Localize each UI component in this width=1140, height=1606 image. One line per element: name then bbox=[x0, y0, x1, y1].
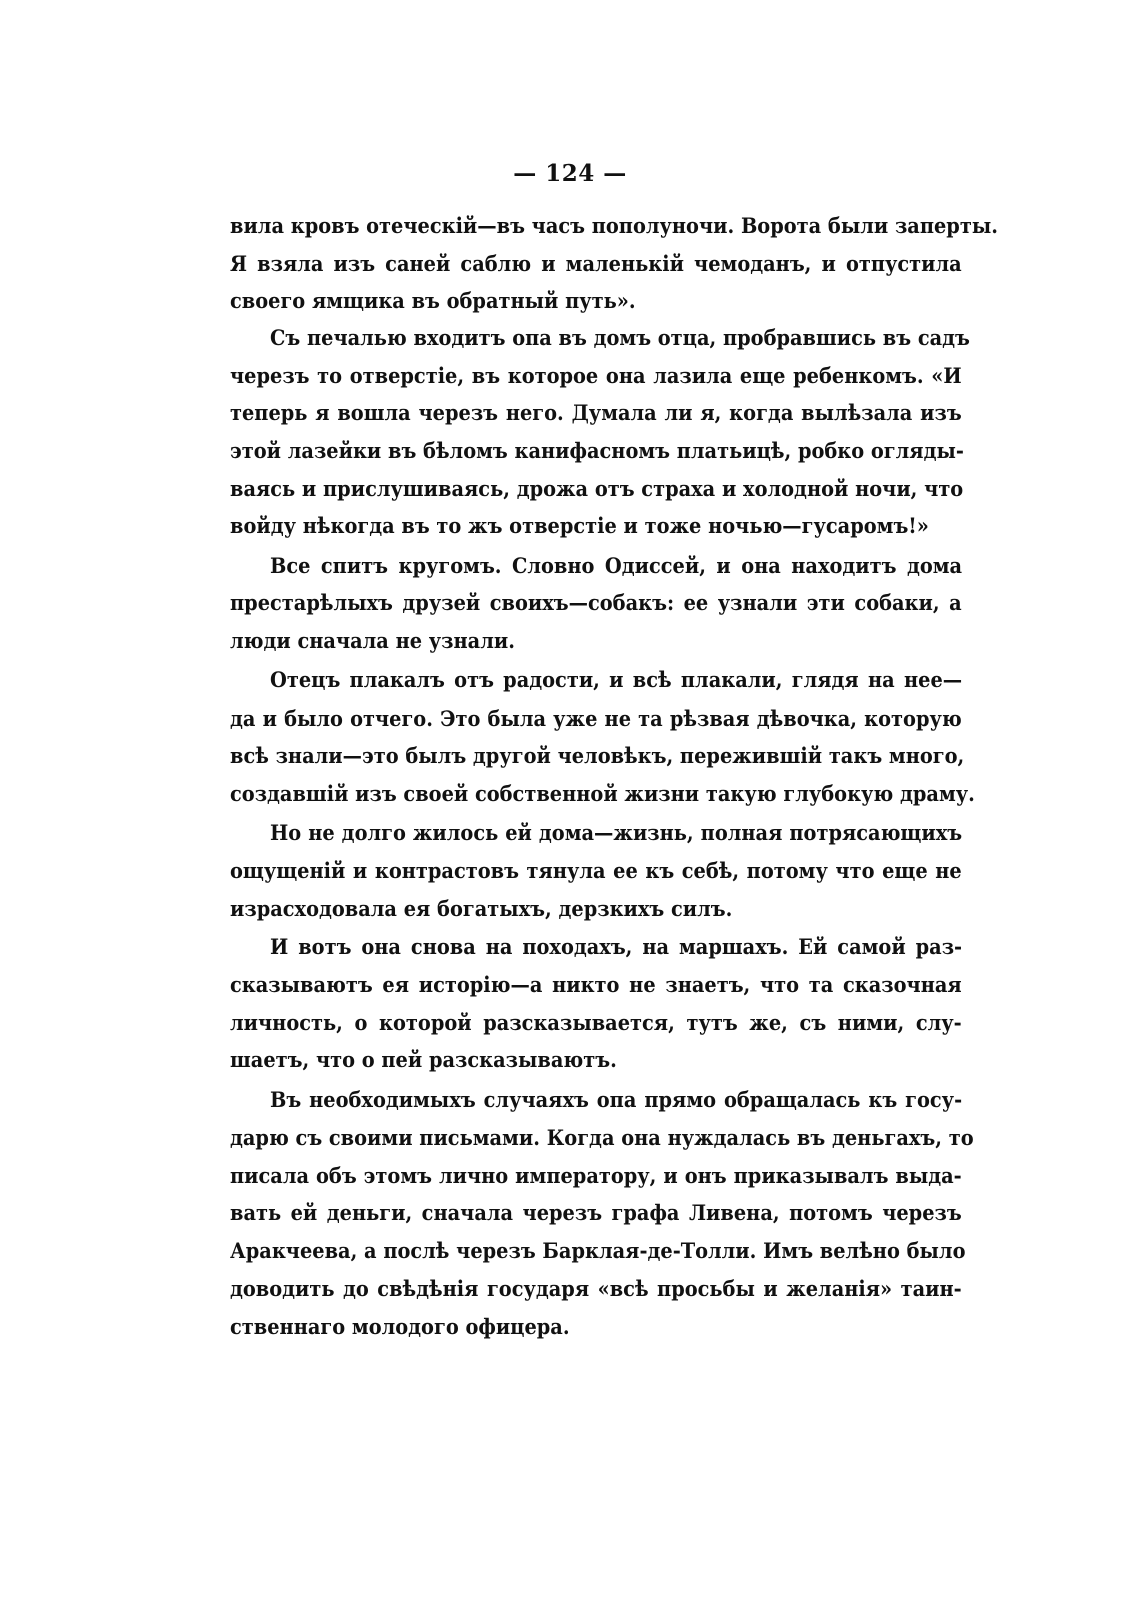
text-line: И вотъ она снова на походахъ, на маршахъ. Ей самой раз- bbox=[270, 935, 963, 960]
text-line: своего ямщика въ обратный путь». bbox=[230, 289, 636, 314]
text-line: создавшій изъ своей собственной жизни такую глубокую драму. bbox=[230, 782, 975, 807]
text-line: Я взяла изъ саней саблю и маленькій чемоданъ, и отпустила bbox=[230, 252, 962, 277]
text-line: ощущеній и контрастовъ тянула ее къ себѣ, потому что еще не bbox=[230, 859, 962, 884]
text-line: личность, о которой разсказывается, тутъ же, съ ними, слу- bbox=[230, 1011, 962, 1036]
text-line: Въ необходимыхъ случаяхъ опа прямо обращалась къ госу- bbox=[270, 1088, 963, 1113]
text-line: черезъ то отверстіе, въ которое она лазила еще ребенкомъ. «И bbox=[230, 364, 962, 389]
text-line: Отецъ плакалъ отъ радости, и всѣ плакали, глядя на нее— bbox=[270, 668, 963, 693]
text-line: да и было отчего. Это была уже не та рѣзвая дѣвочка, которую bbox=[230, 707, 962, 732]
text-line: ственнаго молодого офицера. bbox=[230, 1315, 570, 1340]
text-line: дарю съ своими письмами. Когда она нуждалась въ деньгахъ, то bbox=[230, 1126, 974, 1151]
text-line: шаетъ, что о пей разсказываютъ. bbox=[230, 1048, 617, 1073]
text-line: писала объ этомъ лично императору, и онъ приказывалъ выда- bbox=[230, 1164, 962, 1189]
text-line: этой лазейки въ бѣломъ канифасномъ платьицѣ, робко огляды- bbox=[230, 439, 964, 464]
text-line: доводить до свѣдѣнія государя «всѣ просьбы и желанія» таин- bbox=[230, 1277, 962, 1302]
text-line: израсходовала ея богатыхъ, дерзкихъ силъ. bbox=[230, 897, 733, 922]
text-line: люди сначала не узнали. bbox=[230, 629, 515, 654]
text-line: вила кровъ отеческій—въ часъ пополуночи. Ворота были заперты. bbox=[230, 214, 998, 239]
text-line: всѣ знали—это былъ другой человѣкъ, пережившій такъ много, bbox=[230, 744, 965, 769]
page-number: — 124 — bbox=[513, 160, 627, 187]
text-line: теперь я вошла черезъ него. Думала ли я, когда вылѣзала изъ bbox=[230, 401, 962, 426]
text-line: войду нѣкогда въ то жъ отверстіе и тоже ночью—гусаромъ!» bbox=[230, 514, 929, 539]
text-line: Но не долго жилось ей дома—жизнь, полная потрясающихъ bbox=[270, 821, 963, 846]
text-line: Все спитъ кругомъ. Словно Одиссей, и она находитъ дома bbox=[270, 554, 963, 579]
text-line: сказываютъ ея исторію—а никто не знаетъ, что та сказочная bbox=[230, 973, 962, 998]
text-line: ваясь и прислушиваясь, дрожа отъ страха и холодной ночи, что bbox=[230, 477, 964, 502]
text-line: вать ей деньги, сначала черезъ графа Ливена, потомъ черезъ bbox=[230, 1201, 962, 1226]
text-line: Съ печалью входитъ опа въ домъ отца, пробравшись въ садъ bbox=[270, 326, 970, 351]
text-line: престарѣлыхъ друзей своихъ—собакъ: ее узнали эти собаки, а bbox=[230, 591, 962, 616]
text-line: Аракчеева, а послѣ черезъ Барклая-де-Толли. Имъ велѣно было bbox=[230, 1239, 966, 1264]
